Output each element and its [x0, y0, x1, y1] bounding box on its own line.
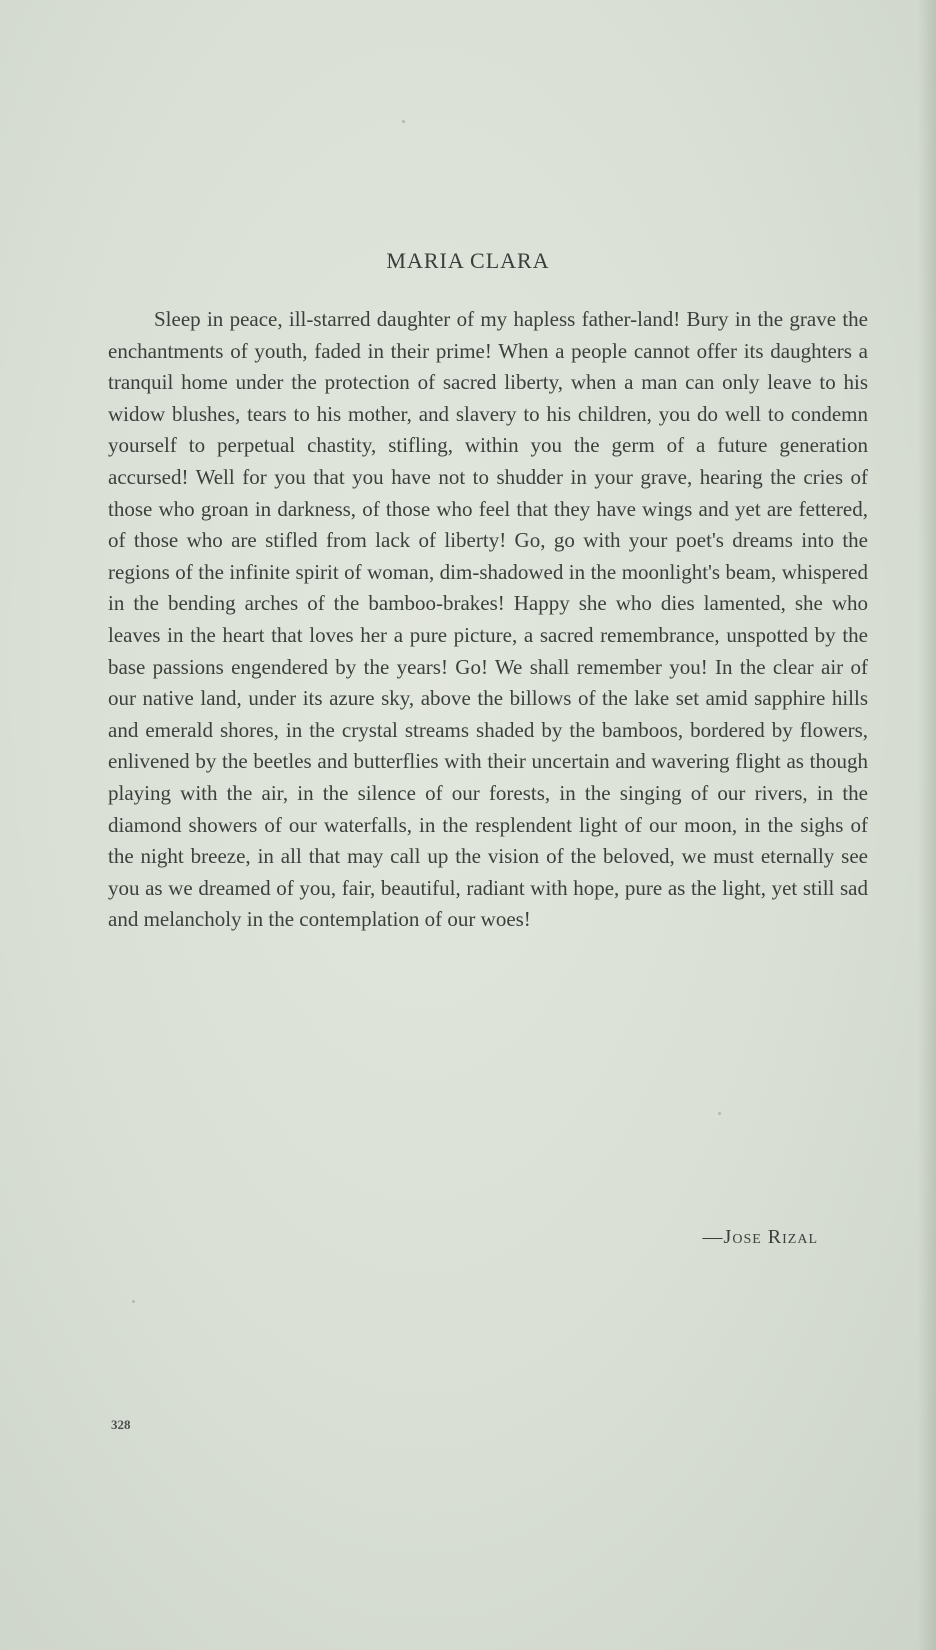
- page-title: MARIA CLARA: [386, 248, 550, 273]
- body-paragraph: Sleep in peace, ill-starred daughter of my hapless father-land! Bury in the grave the enchantments of youth, faded in their prime! When a people cannot offer its daughters a tranquil home under the protection of sacred liberty, when a man can only leave to his widow blushes, tears to his mother, and slavery to his children, you do well to condemn yourself to perpetual chastity, stifling, within you the germ of a future generation accursed! Well for you that you have not to shudder in your grave, hearing the cries of those who groan in darkness, of those who feel that they have wings and yet are fettered, of those who are stifled from lack of liberty! Go, go with your poet's dreams into the regions of the infinite spirit of woman, dim-shadowed in the moonlight's beam, whispered in the bending arches of the bamboo-brakes! Happy she who dies lamented, she who leaves in the heart that loves her a pure picture, a sacred remembrance, unspotted by the base passions engendered by the years! Go! We shall remember you! In the clear air of our native land, under its azure sky, above the billows of the lake set amid sapphire hills and emerald shores, in the crystal streams shaded by the bamboos, bordered by flowers, enlivened by the beetles and butterflies with their uncertain and wavering flight as though playing with the air, in the silence of our forests, in the singing of our rivers, in the diamond showers of our waterfalls, in the resplendent light of our moon, in the sighs of the night breeze, in all that may call up the vision of the beloved, we must eternally see you as we dreamed of you, fair, beautiful, radiant with hope, pure as the light, yet still sad and melancholy in the contemplation of our woes!: [108, 307, 868, 932]
- page-number: 328: [111, 1417, 131, 1432]
- paper-speck: [402, 120, 405, 123]
- author-signature: —Jose Rizal: [702, 1226, 818, 1248]
- paper-speck: [718, 1112, 721, 1115]
- paper-speck: [132, 1300, 135, 1303]
